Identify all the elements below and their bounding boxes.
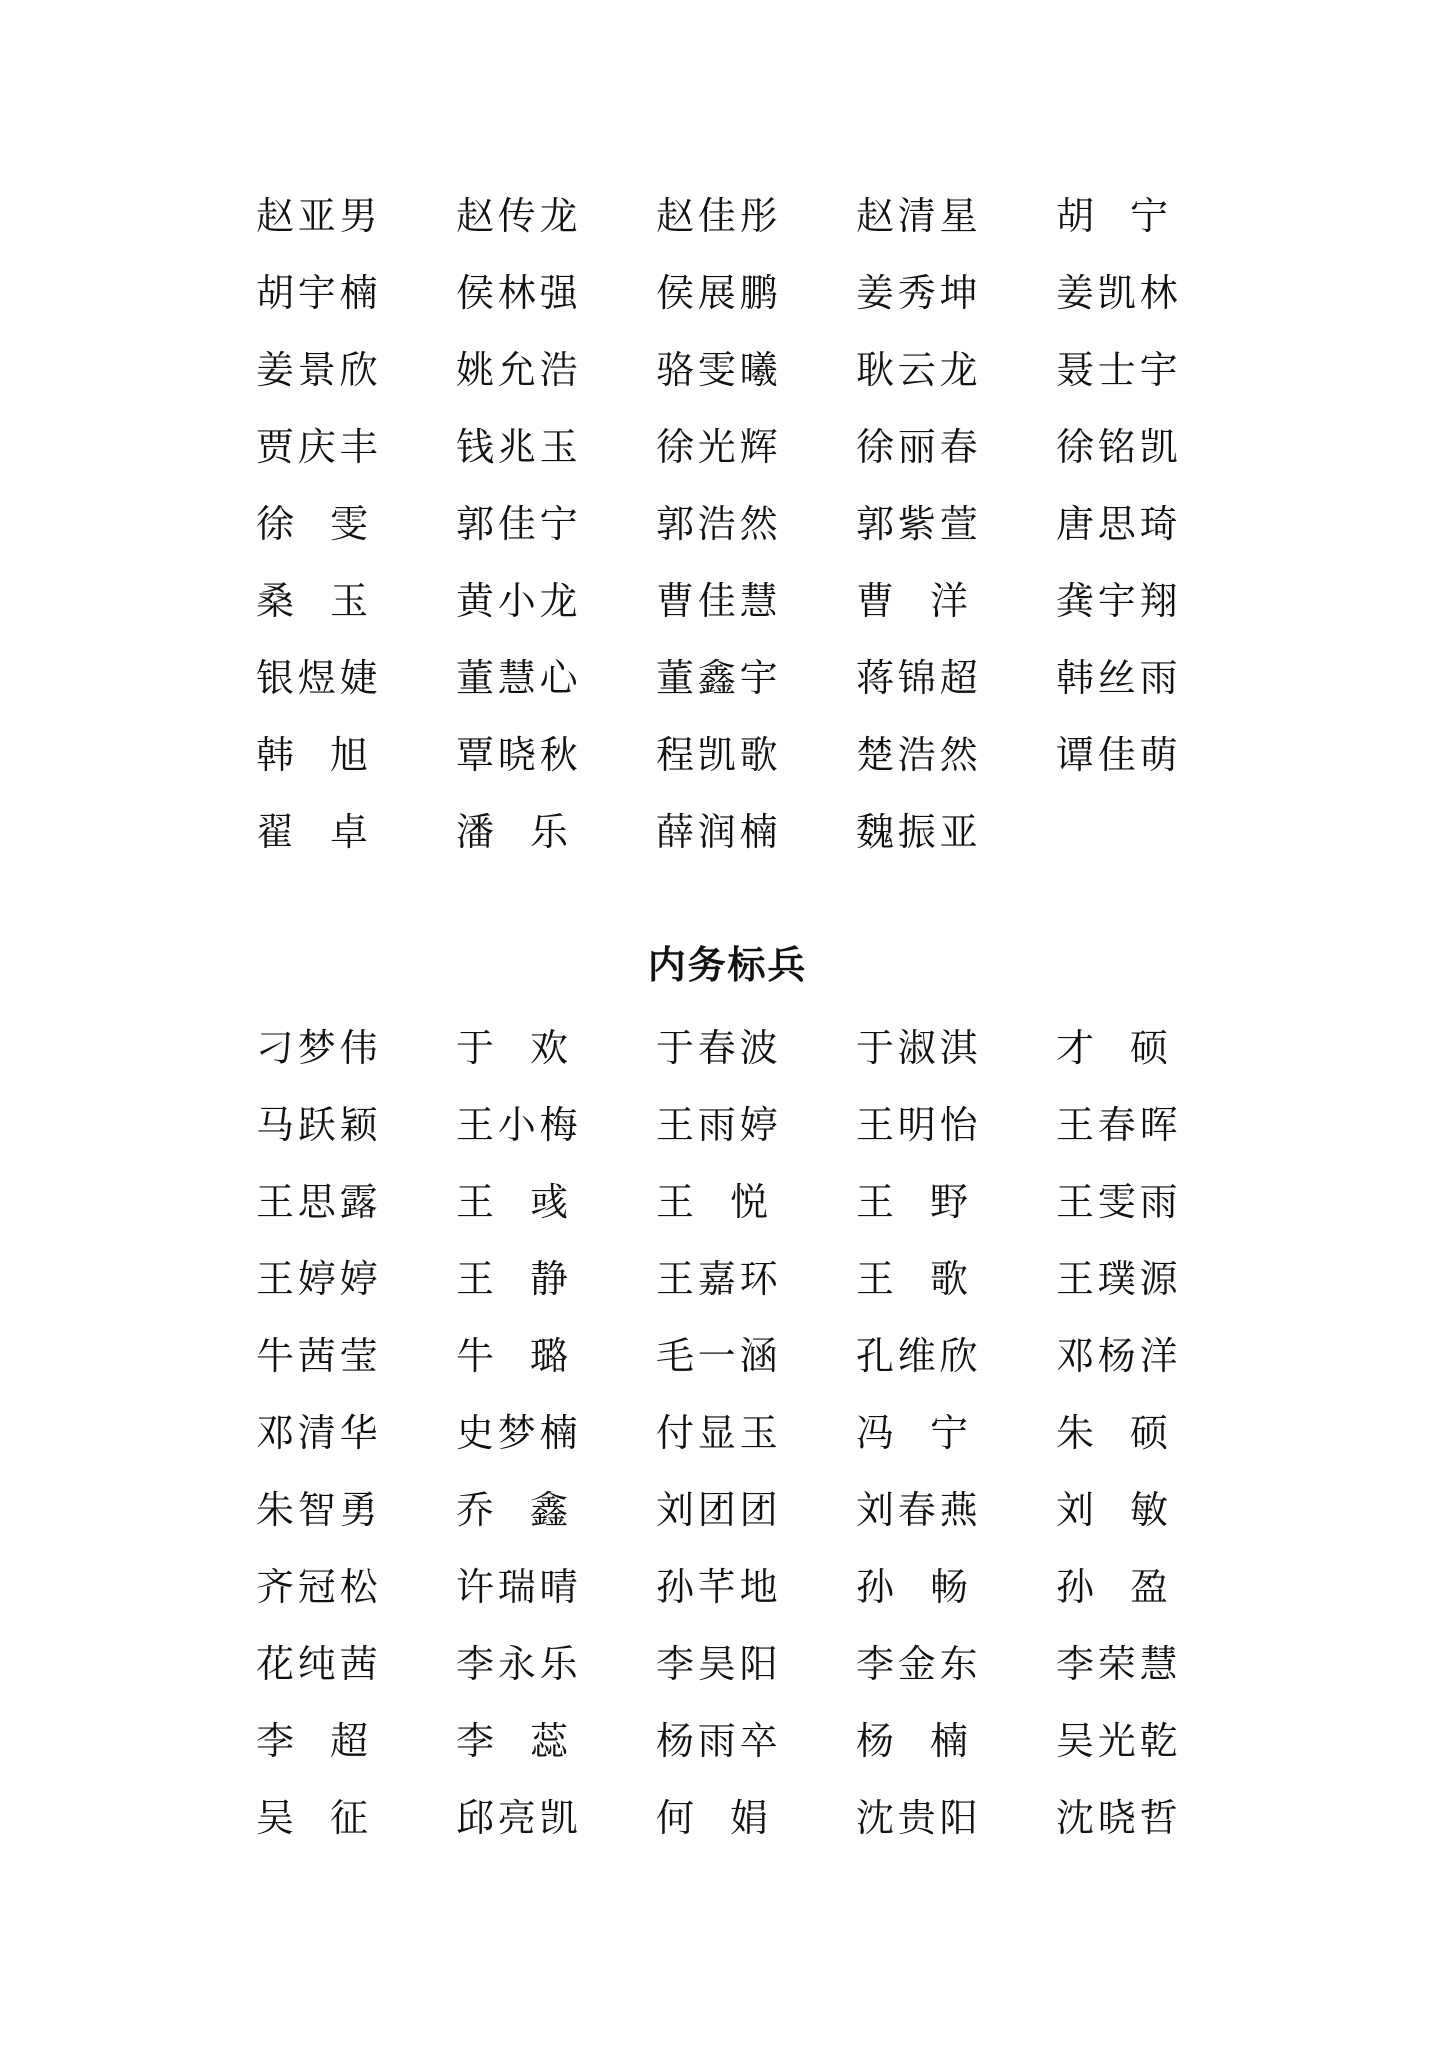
person-name-text: 刘春燕 [856, 1488, 982, 1532]
person-name [456, 332, 656, 409]
person-name-text: 郭浩然 [656, 502, 782, 546]
person-name [456, 1010, 656, 1087]
person-name-text: 赵亚男 [256, 194, 382, 238]
person-name [456, 640, 656, 717]
person-name [256, 486, 456, 563]
person-name [456, 409, 656, 486]
person-name-text: 史梦楠 [456, 1411, 582, 1455]
name-row [256, 1472, 1256, 1549]
person-name-text: 程凯歌 [656, 733, 782, 777]
person-name [856, 1241, 1056, 1318]
person-name-text: 孙芊地 [656, 1565, 782, 1609]
person-name [256, 1395, 456, 1472]
person-name-text: 董慧心 [456, 656, 582, 700]
person-name [256, 717, 456, 794]
person-name [456, 1395, 656, 1472]
person-name [856, 1164, 1056, 1241]
person-name [656, 1318, 856, 1395]
person-name [656, 1472, 856, 1549]
person-name [456, 1549, 656, 1626]
person-name-text: 胡宇楠 [256, 271, 382, 315]
person-name [256, 332, 456, 409]
person-name [1056, 255, 1256, 332]
person-name [1056, 1241, 1256, 1318]
person-name-text: 徐 雯 [256, 502, 368, 546]
person-name [656, 1087, 856, 1164]
person-name [856, 794, 1056, 871]
person-name [1056, 1549, 1256, 1626]
name-row [256, 332, 1256, 409]
person-name-text: 薛润楠 [656, 810, 782, 854]
person-name [856, 1395, 1056, 1472]
person-name-text: 李 蕊 [456, 1719, 568, 1763]
name-row [256, 1087, 1256, 1164]
person-name-text: 王嘉环 [656, 1257, 782, 1301]
person-name-text: 赵佳彤 [656, 194, 782, 238]
person-name-text: 韩丝雨 [1056, 656, 1182, 700]
person-name [256, 1472, 456, 1549]
person-name [856, 486, 1056, 563]
person-name [856, 563, 1056, 640]
person-name [1056, 717, 1256, 794]
person-name-text: 王 悦 [656, 1180, 768, 1224]
name-row [256, 1549, 1256, 1626]
person-name-text: 齐冠松 [256, 1565, 382, 1609]
person-name-text: 王小梅 [456, 1103, 582, 1147]
person-name [856, 332, 1056, 409]
person-name-text: 曹 洋 [856, 579, 968, 623]
person-name [656, 1780, 856, 1857]
name-row [256, 1780, 1256, 1857]
person-name [256, 1010, 456, 1087]
name-row [256, 255, 1256, 332]
person-name-text: 刁梦伟 [256, 1026, 382, 1070]
person-name-text: 于春波 [656, 1026, 782, 1070]
person-name-text: 楚浩然 [856, 733, 982, 777]
person-name [456, 1241, 656, 1318]
person-name [456, 1626, 656, 1703]
person-name [256, 1703, 456, 1780]
person-name [1056, 1703, 1256, 1780]
person-name-text: 王明怡 [856, 1103, 982, 1147]
person-name [656, 409, 856, 486]
person-name-text: 吴光乾 [1056, 1719, 1182, 1763]
person-name-text: 于 欢 [456, 1026, 568, 1070]
person-name-text: 王 静 [456, 1257, 568, 1301]
person-name-text: 吴 征 [256, 1796, 368, 1840]
person-name-text: 王璞源 [1056, 1257, 1182, 1301]
person-name [1056, 1626, 1256, 1703]
person-name [656, 717, 856, 794]
person-name [856, 1318, 1056, 1395]
person-name-text: 李昊阳 [656, 1642, 782, 1686]
person-name-text: 毛一涵 [656, 1334, 782, 1378]
person-name-text: 李永乐 [456, 1642, 582, 1686]
person-name-text: 李金东 [856, 1642, 982, 1686]
person-name-text: 付显玉 [656, 1411, 782, 1455]
person-name-text: 何 娟 [656, 1796, 768, 1840]
person-name [856, 717, 1056, 794]
person-name-text: 朱智勇 [256, 1488, 382, 1532]
person-name-text: 银煜婕 [256, 656, 382, 700]
person-name [456, 486, 656, 563]
person-name-text: 徐铭凯 [1056, 425, 1182, 469]
name-row [256, 1395, 1256, 1472]
person-name [856, 640, 1056, 717]
person-name-text: 王春晖 [1056, 1103, 1182, 1147]
person-name [456, 178, 656, 255]
person-name-text: 姜凯林 [1056, 271, 1182, 315]
section-title: 内务标兵 [647, 943, 808, 987]
person-name-text: 钱兆玉 [456, 425, 582, 469]
person-name-text: 王 野 [856, 1180, 968, 1224]
person-name-text: 沈贵阳 [856, 1796, 982, 1840]
person-name [656, 178, 856, 255]
person-name-text: 聂士宇 [1056, 348, 1182, 392]
person-name [456, 717, 656, 794]
person-name [1056, 1472, 1256, 1549]
person-name [1056, 563, 1256, 640]
person-name [856, 255, 1056, 332]
person-name-text: 冯 宁 [856, 1411, 968, 1455]
person-name [656, 486, 856, 563]
person-name-text: 赵清星 [856, 194, 982, 238]
person-name [856, 1549, 1056, 1626]
person-name-text: 桑 玉 [256, 579, 368, 623]
name-row [256, 717, 1256, 794]
person-name [456, 794, 656, 871]
person-name [856, 1010, 1056, 1087]
person-name-text: 孔维欣 [856, 1334, 982, 1378]
person-name [256, 1318, 456, 1395]
person-name-text: 曹佳慧 [656, 579, 782, 623]
person-name-text: 姚允浩 [456, 348, 582, 392]
person-name-text: 侯展鹏 [656, 271, 782, 315]
person-name [656, 563, 856, 640]
name-list-neiwu [256, 1010, 1256, 1857]
person-name-text: 乔 鑫 [456, 1488, 568, 1532]
person-name-text: 牛 璐 [456, 1334, 568, 1378]
name-row [256, 1010, 1256, 1087]
person-name [456, 1087, 656, 1164]
person-name [256, 1626, 456, 1703]
person-name-text: 覃晓秋 [456, 733, 582, 777]
person-name-text: 王雨婷 [656, 1103, 782, 1147]
person-name [1056, 409, 1256, 486]
person-name-text: 李荣慧 [1056, 1642, 1182, 1686]
name-row [256, 486, 1256, 563]
name-list-top [256, 178, 1256, 871]
person-name [856, 1087, 1056, 1164]
person-name-text: 姜景欣 [256, 348, 382, 392]
person-name-text: 郭佳宁 [456, 502, 582, 546]
person-name [256, 1087, 456, 1164]
person-name [656, 1164, 856, 1241]
person-name [1056, 1164, 1256, 1241]
person-name [256, 794, 456, 871]
name-row [256, 409, 1256, 486]
person-name [1056, 1087, 1256, 1164]
person-name [456, 1703, 656, 1780]
person-name-text: 王雯雨 [1056, 1180, 1182, 1224]
person-name [856, 1780, 1056, 1857]
person-name-text: 骆雯曦 [656, 348, 782, 392]
person-name [1056, 1780, 1256, 1857]
person-name-text: 王思露 [256, 1180, 382, 1224]
person-name-text: 唐思琦 [1056, 502, 1182, 546]
person-name-text: 马跃颖 [256, 1103, 382, 1147]
person-name [456, 255, 656, 332]
person-name-text: 花纯茜 [256, 1642, 382, 1686]
person-name [1056, 1395, 1256, 1472]
person-name-text: 朱 硕 [1056, 1411, 1168, 1455]
person-name-text: 魏振亚 [856, 810, 982, 854]
name-row [256, 640, 1256, 717]
person-name [256, 409, 456, 486]
person-name-text: 韩 旭 [256, 733, 368, 777]
person-name-text: 龚宇翔 [1056, 579, 1182, 623]
person-name-text: 潘 乐 [456, 810, 568, 854]
person-name [456, 1164, 656, 1241]
person-name [656, 1241, 856, 1318]
person-name [456, 1780, 656, 1857]
person-name [456, 1472, 656, 1549]
person-name-text: 牛茜莹 [256, 1334, 382, 1378]
person-name-text: 黄小龙 [456, 579, 582, 623]
person-name-text: 王婷婷 [256, 1257, 382, 1301]
person-name-text: 王 彧 [456, 1180, 568, 1224]
person-name [456, 563, 656, 640]
person-name [656, 1549, 856, 1626]
person-name-text: 沈晓哲 [1056, 1796, 1182, 1840]
person-name [1056, 640, 1256, 717]
person-name-text: 翟 卓 [256, 810, 368, 854]
person-name-text: 姜秀坤 [856, 271, 982, 315]
person-name-text: 刘团团 [656, 1488, 782, 1532]
person-name [1056, 1318, 1256, 1395]
person-name [656, 1703, 856, 1780]
name-row [256, 794, 1256, 871]
person-name [1056, 178, 1256, 255]
person-name-text: 杨 楠 [856, 1719, 968, 1763]
person-name-text: 徐光辉 [656, 425, 782, 469]
name-row [256, 1241, 1256, 1318]
person-name [456, 1318, 656, 1395]
person-name [256, 1780, 456, 1857]
person-name [256, 640, 456, 717]
person-name [256, 1241, 456, 1318]
person-name [656, 332, 856, 409]
person-name [256, 178, 456, 255]
name-row [256, 1626, 1256, 1703]
person-name-text: 侯林强 [456, 271, 582, 315]
person-name [256, 255, 456, 332]
person-name [656, 1626, 856, 1703]
person-name [856, 1703, 1056, 1780]
person-name [856, 178, 1056, 255]
person-name-text: 邓清华 [256, 1411, 382, 1455]
person-name-text: 郭紫萱 [856, 502, 982, 546]
person-name-text: 耿云龙 [856, 348, 982, 392]
person-name-text: 贾庆丰 [256, 425, 382, 469]
person-name-text: 刘 敏 [1056, 1488, 1168, 1532]
person-name [856, 1472, 1056, 1549]
person-name [256, 563, 456, 640]
person-name [856, 1626, 1056, 1703]
person-name-text: 邓杨洋 [1056, 1334, 1182, 1378]
name-row [256, 1318, 1256, 1395]
person-name-text: 董鑫宇 [656, 656, 782, 700]
person-name-text: 孙 盈 [1056, 1565, 1168, 1609]
person-name [256, 1549, 456, 1626]
person-name [656, 640, 856, 717]
person-name-text: 王 歌 [856, 1257, 968, 1301]
person-name-text: 蒋锦超 [856, 656, 982, 700]
person-name-text: 赵传龙 [456, 194, 582, 238]
name-row [256, 563, 1256, 640]
person-name-text: 杨雨卒 [656, 1719, 782, 1763]
person-name-text: 邱亮凯 [456, 1796, 582, 1840]
person-name-text: 于淑淇 [856, 1026, 982, 1070]
person-name-text: 徐丽春 [856, 425, 982, 469]
person-name [656, 794, 856, 871]
person-name [656, 1395, 856, 1472]
person-name-text: 胡 宁 [1056, 194, 1168, 238]
name-row [256, 1703, 1256, 1780]
person-name-text: 才 硕 [1056, 1026, 1168, 1070]
person-name-text: 谭佳萌 [1056, 733, 1182, 777]
person-name [256, 1164, 456, 1241]
name-row [256, 1164, 1256, 1241]
name-row [256, 178, 1256, 255]
person-name [1056, 1010, 1256, 1087]
person-name [656, 255, 856, 332]
person-name-text: 许瑞晴 [456, 1565, 582, 1609]
person-name [856, 409, 1056, 486]
person-name-text: 李 超 [256, 1719, 368, 1763]
person-name-text: 孙 畅 [856, 1565, 968, 1609]
person-name [1056, 486, 1256, 563]
person-name [1056, 332, 1256, 409]
person-name [656, 1010, 856, 1087]
